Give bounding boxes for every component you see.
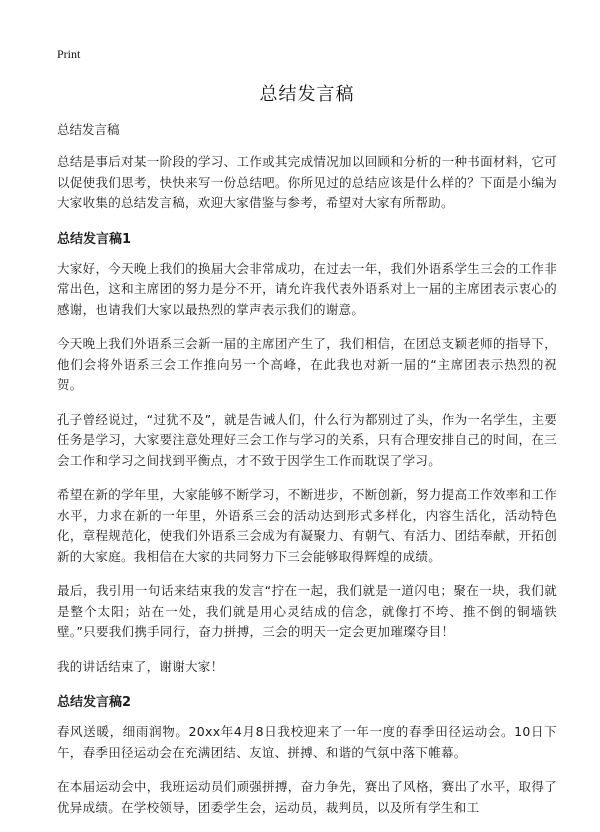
section-1-paragraph: 孔子曾经说过，“过犹不及”，就是告诫人们，什么行为都别过了头，作为一名学生，主要任务是学习，大家要注意处理好三会工作与学习的关系，只有合理安排自己的时间，在三会工作和学习之间找到平衡点，才不致于因学生工作而耽误了学习。 bbox=[57, 411, 557, 468]
document-content bbox=[57, 80, 557, 832]
section-1-paragraph: 希望在新的学年里，大家能够不断学习，不断进步，不断创新，努力提高工作效率和工作水平，力求在新的一年里，外语系三会的活动达到形式多样化，内容生活化，活动特色化，章程规范化，使我们外语系三会成为有凝聚力、有朝气、有活力、团结奉献，开拓创新的大家庭。我相信在大家的共同努力下三会能够取得辉煌的成绩。 bbox=[57, 487, 557, 564]
document-subtitle: 总结发言稿 bbox=[57, 122, 120, 137]
section-2-paragraph: 春风送暖，细雨润物。20xx年4月8日我校迎来了一年一度的春季田径运动会。10日下午，春季田径运动会在充满团结、友谊、拼搏、和谐的气氛中落下帷幕。 bbox=[57, 724, 557, 760]
section-2-heading: 总结发言稿2 bbox=[57, 695, 132, 710]
section-1-paragraph: 最后，我引用一句话来结束我的发言“拧在一起，我们就是一道闪电；聚在一块，我们就是整个太阳；站在一处，我们就是用心灵结成的信念，就像打不垮、推不倒的铜墙铁壁。”只要我们携手同行，奋力拼搏，三会的明天一定会更加璀璨夺目！ bbox=[57, 583, 557, 639]
section-2-paragraph: 在本届运动会中，我班运动员们顽强拼搏，奋力争先，赛出了风格，赛出了水平，取得了优异成绩。在学校领导，团委学生会，运动员，裁判员，以及所有学生和工 bbox=[57, 779, 557, 815]
section-1-paragraph: 我的讲话结束了，谢谢大家！ bbox=[57, 658, 224, 674]
intro-paragraph: 总结是事后对某一阶段的学习、工作或其完成情况加以回顾和分析的一种书面材料，它可以促使我们思考，快快来写一份总结吧。你所见过的总结应该是什么样的？下面是小编为大家收集的总结发言稿，欢迎大家借鉴与参考，希望对大家有所帮助。 bbox=[57, 154, 557, 210]
section-1-paragraph: 今天晚上我们外语系三会新一届的主席团产生了，我们相信，在团总支颖老师的指导下，他们会将外语系三会工作推向另一个高峰，在此我也对新一届的“主席团表示热烈的祝贺。 bbox=[57, 336, 557, 392]
section-1-heading: 总结发言稿1 bbox=[57, 231, 132, 247]
section-1-paragraph: 大家好，今天晚上我们的换届大会非常成功，在过去一年，我们外语系学生三会的工作非常出色，这和主席团的努力是分不开，请允许我代表外语系对上一届的主席团表示衷心的感谢，也请我们大家以最热烈的掌声表示我们的谢意。 bbox=[57, 260, 557, 317]
page-title: 总结发言稿 bbox=[259, 84, 355, 105]
print-link[interactable]: Print bbox=[57, 47, 81, 61]
